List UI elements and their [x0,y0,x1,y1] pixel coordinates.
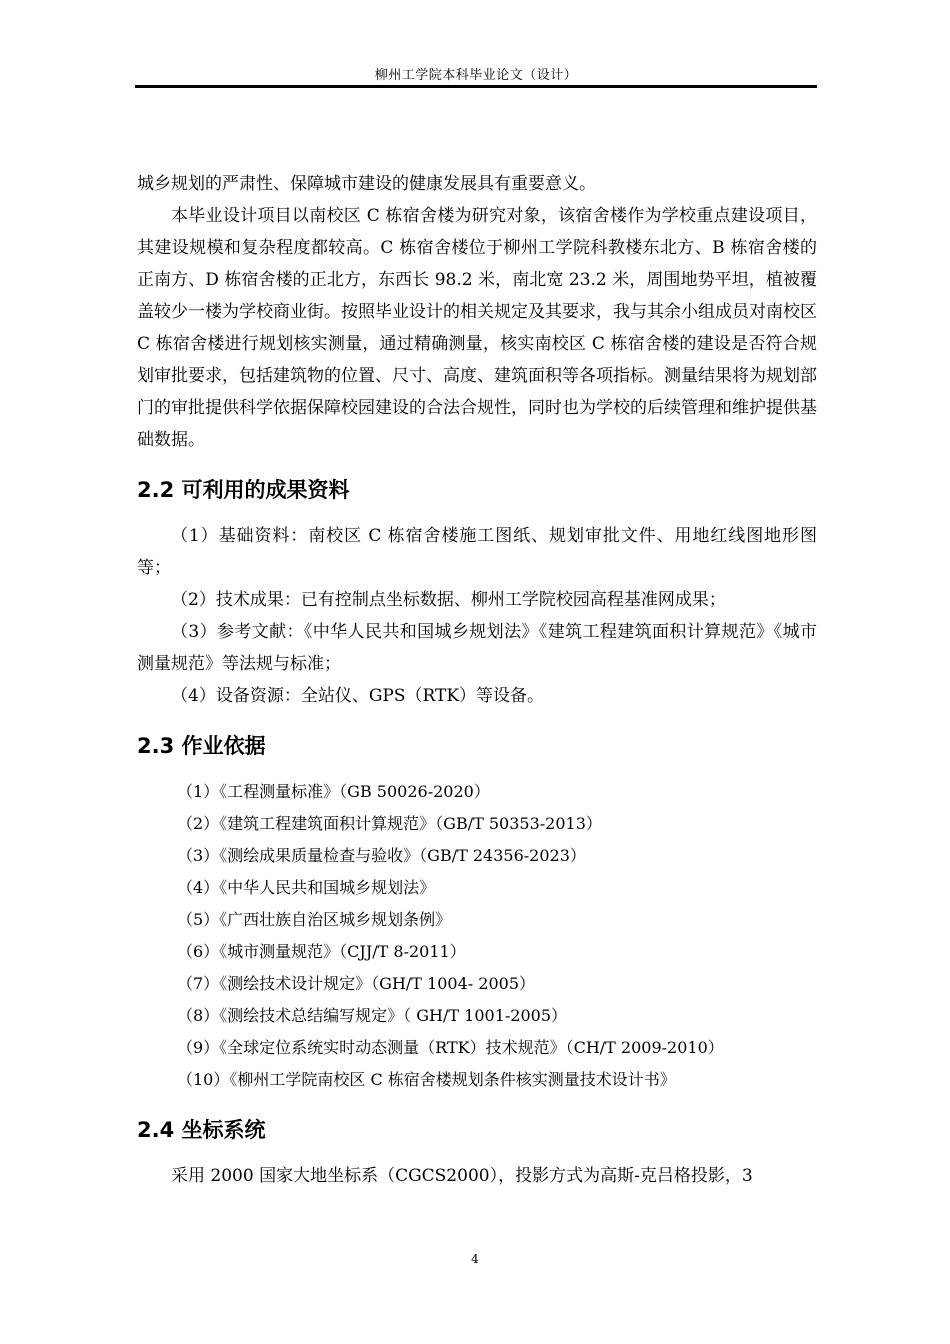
header-rule [135,85,817,88]
list-item: （2）技术成果：已有控制点坐标数据、柳州工学院校园高程基准网成果； [171,590,726,610]
reference-item: （8）《测绘技术总结编写规定》（ GH/T 1001-2005） [177,1006,567,1025]
reference-item: （4）《中华人民共和国城乡规划法》 [177,878,436,897]
reference-item: （5）《广西壮族自治区城乡规划条例》 [177,910,452,929]
paragraph-continuation: 城乡规划的严肃性、保障城市建设的健康发展具有重要意义。 [137,174,596,194]
document-body [137,168,817,1192]
section-heading-2-4: 2.4 坐标系统 [137,1118,266,1142]
list-item: （1）基础资料：南校区 C 栋宿舍楼施工图纸、规划审批文件、用地红线图地形图等； [137,526,817,578]
section-heading-2-3: 2.3 作业依据 [137,734,266,758]
paragraph-coordinate-system: 采用 2000 国家大地坐标系（CGCS2000），投影方式为高斯-克吕格投影，3 [171,1166,753,1186]
paragraph-project-intro: 本毕业设计项目以南校区 C 栋宿舍楼为研究对象，该宿舍楼作为学校重点建设项目，其建设规模和复杂程度都较高。C 栋宿舍楼位于柳州工学院科教楼东北方、B 栋宿舍楼的正南方、D 栋宿舍楼的正北方，东西长 98.2 米，南北宽 23.2 米，周围地势平坦，植被覆盖较少一楼为学校商业街。按照毕业设计的相关规定及其要求，我与其余小组成员对南校区 C 栋宿舍楼进行规划核实测量，通过精确测量，核实南校区 C 栋宿舍楼的建设是否符合规划审批要求，包括建筑物的位置、尺寸、高度、建筑面积等各项指标。测量结果将为规划部门的审批提供科学依据保障校园建设的合法合规性，同时也为学校的后续管理和维护提供基础数据。 [137,206,817,450]
reference-item: （1）《工程测量标准》（GB 50026-2020） [177,782,490,801]
reference-item: （7）《测绘技术设计规定》（GH/T 1004- 2005） [177,974,535,993]
page-header: 柳州工学院本科毕业论文（设计） [374,68,578,83]
list-item: （3）参考文献：《中华人民共和国城乡规划法》《建筑工程建筑面积计算规范》《城市测量规范》等法规与标准； [137,622,817,674]
reference-item: （2）《建筑工程建筑面积计算规范》（GB/T 50353-2013） [177,814,602,833]
reference-item: （6）《城市测量规范》（CJJ/T 8-2011） [177,942,466,961]
section-heading-2-2: 2.2 可利用的成果资料 [137,478,350,502]
reference-item: （10）《柳州工学院南校区 C 栋宿舍楼规划条件核实测量技术设计书》 [177,1070,676,1089]
reference-item: （3）《测绘成果质量检查与验收》（GB/T 24356-2023） [177,846,586,865]
list-item: （4）设备资源：全站仪、GPS（RTK）等设备。 [171,686,545,706]
page-number: 4 [471,1252,479,1266]
reference-item: （9）《全球定位系统实时动态测量（RTK）技术规范》（CH/T 2009-2010） [177,1038,724,1057]
